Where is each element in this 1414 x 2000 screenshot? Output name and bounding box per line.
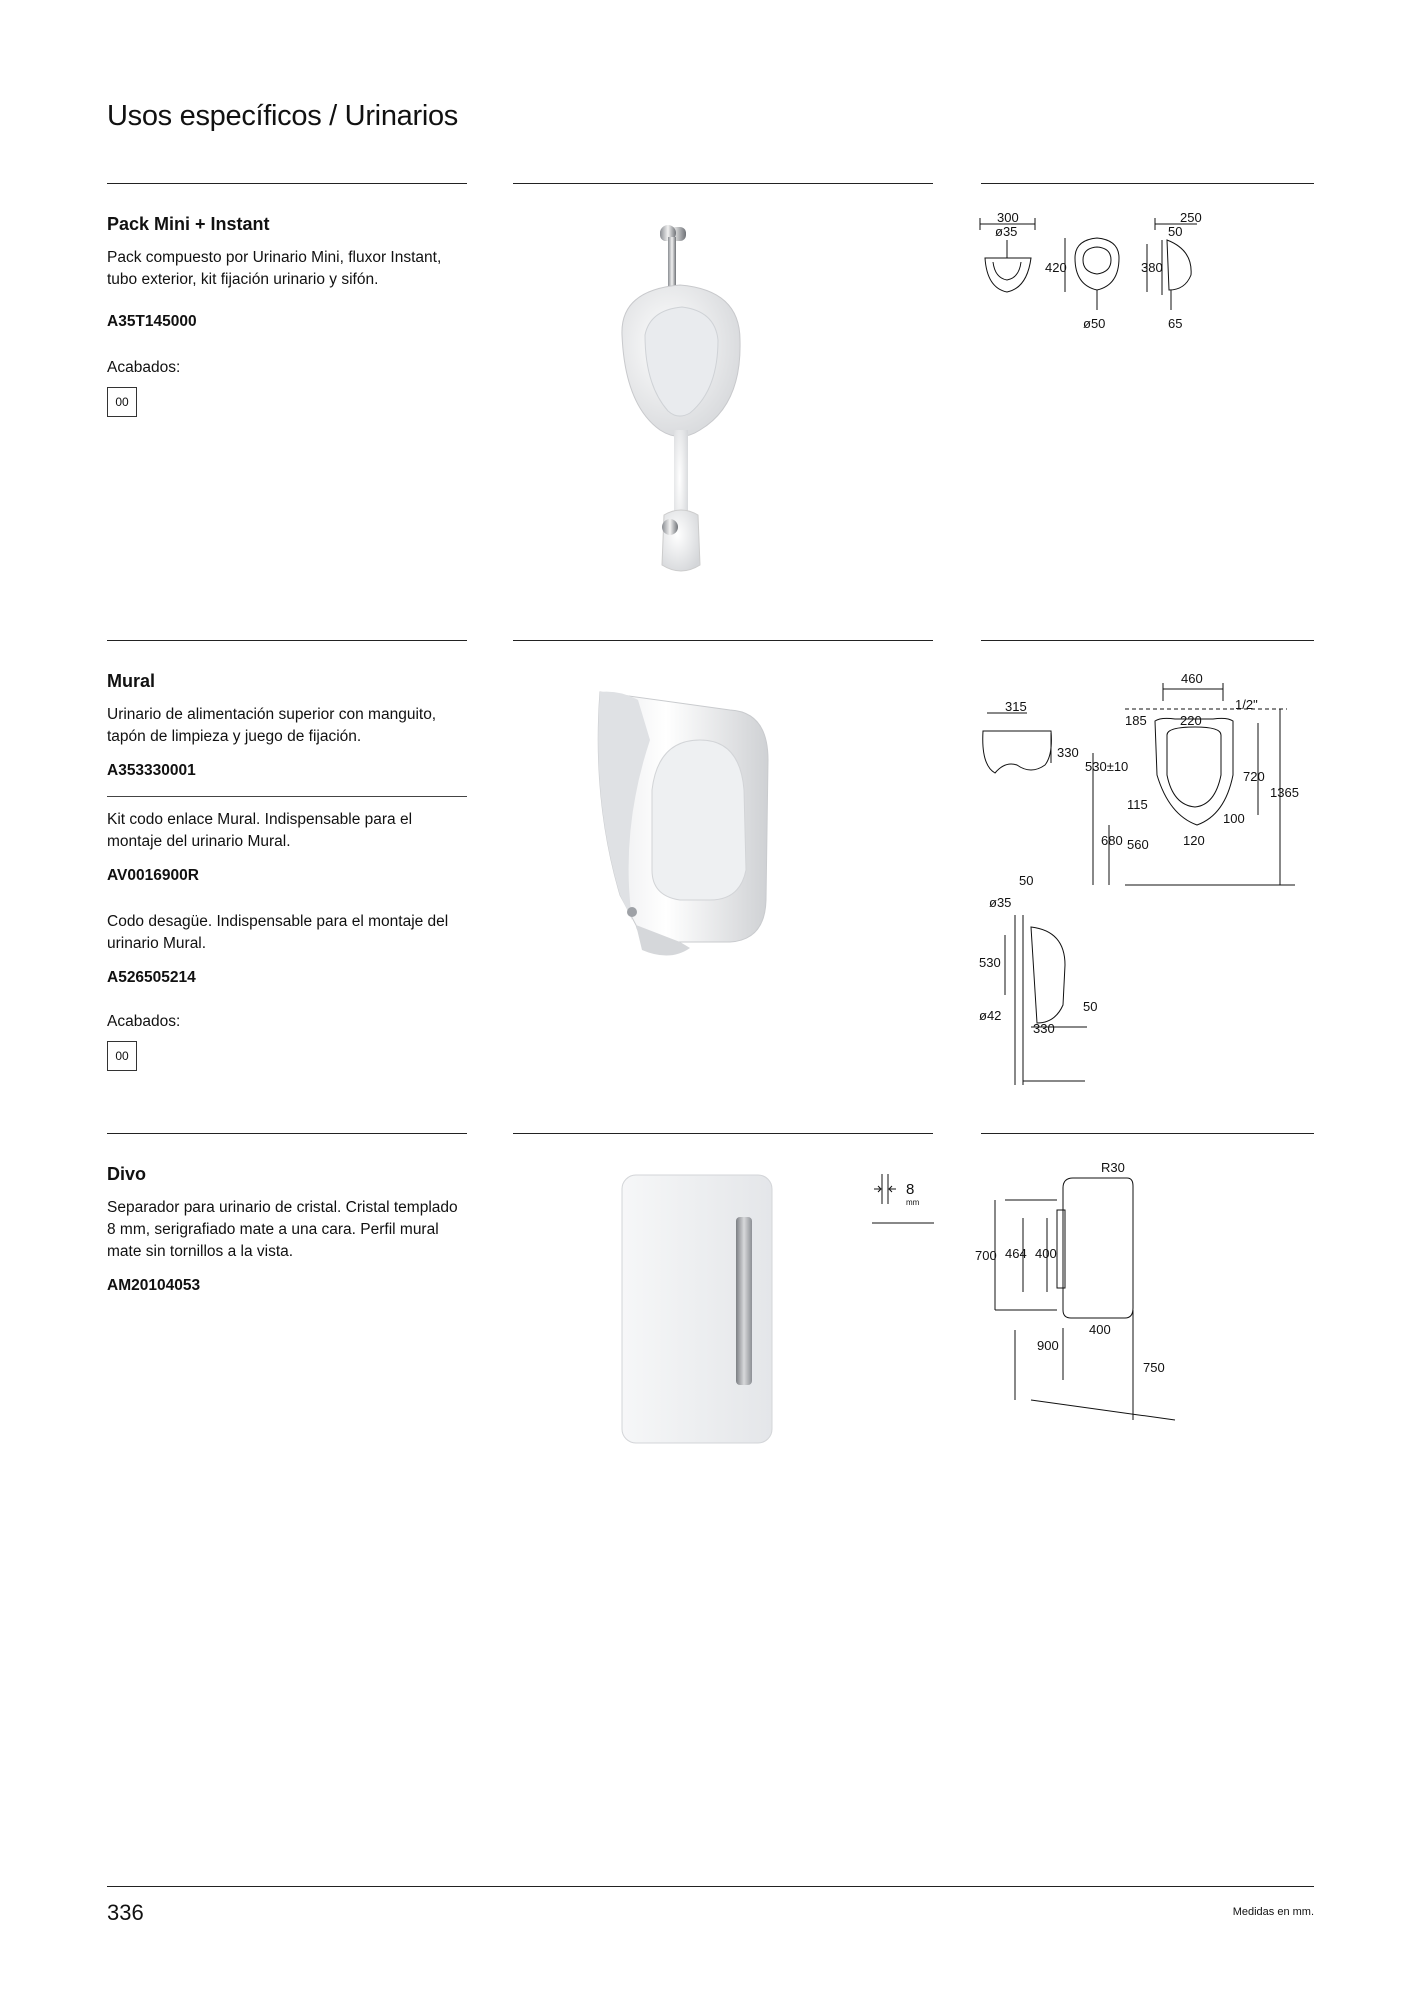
divider	[107, 640, 467, 641]
product-pack-mini	[107, 214, 467, 417]
product-title: Mural	[107, 671, 156, 691]
pack-mini-drawing	[975, 210, 1235, 360]
product-title: Divo	[107, 1164, 147, 1184]
dim-label: 560	[1127, 837, 1149, 852]
product-code: AM20104053	[107, 1277, 201, 1294]
divider	[981, 1133, 1314, 1134]
dim-label: 65	[1168, 316, 1183, 331]
thickness-unit: mm	[906, 1198, 920, 1207]
dim-label: 720	[1243, 769, 1265, 784]
urinal-mural-photo	[580, 680, 800, 980]
dim-label: 530	[979, 955, 1001, 970]
dim-label: 100	[1223, 811, 1245, 826]
mural-drawing	[975, 665, 1305, 1085]
dim-label: 900	[1037, 1338, 1059, 1353]
divider	[513, 640, 933, 641]
dim-label: 300	[997, 210, 1019, 225]
accessory-code: AV0016900R	[107, 867, 199, 884]
product-divo	[107, 1164, 467, 1295]
dim-label: ø35	[995, 224, 1018, 239]
dim-label: ø42	[979, 1008, 1002, 1023]
dim-label: ø50	[1083, 316, 1106, 331]
dim-label: 120	[1183, 833, 1205, 848]
divider	[981, 183, 1314, 184]
dim-label: 380	[1141, 260, 1163, 275]
product-code: A353330001	[107, 762, 196, 779]
dim-label: 330	[1057, 745, 1079, 760]
divider	[513, 183, 933, 184]
dim-label: R30	[1101, 1160, 1125, 1175]
dim-label: ø35	[989, 895, 1012, 910]
dim-label: 50	[1083, 999, 1098, 1014]
finishes-label: Acabados:	[107, 1013, 181, 1030]
page-title: Usos específicos / Urinarios	[107, 100, 458, 132]
product-mural	[107, 671, 467, 1071]
dim-label: 315	[1005, 699, 1027, 714]
product-description: Urinario de alimentación superior con manguito, tapón de limpieza y juego de fijación.	[107, 706, 437, 745]
dim-label: 750	[1143, 1360, 1165, 1375]
dim-label: 464	[1005, 1246, 1027, 1261]
dim-label: 50	[1019, 873, 1034, 888]
product-code: A35T145000	[107, 313, 197, 330]
thickness-icon	[872, 1170, 934, 1230]
dim-label: 420	[1045, 260, 1067, 275]
units-note: Medidas en mm.	[1232, 1906, 1314, 1918]
urinal-mini-photo	[550, 215, 850, 605]
product-title: Pack Mini + Instant	[107, 214, 270, 234]
divider	[513, 1133, 933, 1134]
divider	[107, 796, 467, 797]
divider	[981, 640, 1314, 641]
finish-badge[interactable]: 00	[107, 1041, 137, 1071]
dim-label: 680	[1101, 833, 1123, 848]
finish-badge[interactable]: 00	[107, 387, 137, 417]
dim-label: 400	[1089, 1322, 1111, 1337]
dim-label: 50	[1168, 224, 1183, 239]
accessory-description: Kit codo enlace Mural. Indispensable para el montaje del urinario Mural.	[107, 811, 413, 850]
footer-divider	[107, 1886, 1314, 1887]
accessory-description: Codo desagüe. Indispensable para el montaje del urinario Mural.	[107, 913, 449, 952]
finishes-label: Acabados:	[107, 359, 181, 376]
dim-label: 1365	[1270, 785, 1299, 800]
thickness-value: 8	[906, 1181, 915, 1198]
page-number: 336	[107, 1900, 144, 1925]
dim-label: 400	[1035, 1246, 1057, 1261]
divider	[107, 1133, 467, 1134]
dim-label: 530±10	[1085, 759, 1129, 774]
product-description: Pack compuesto por Urinario Mini, fluxor Instant, tubo exterior, kit fijación urinario y sifón.	[107, 249, 442, 288]
accessory-code: A526505214	[107, 969, 196, 986]
dim-label: 185	[1125, 713, 1147, 728]
dim-label: 330	[1033, 1021, 1055, 1036]
product-description: Separador para urinario de cristal. Cristal templado 8 mm, serigrafiado mate a una cara. Perfil mural mate sin tornillos a la vista.	[107, 1199, 458, 1260]
divider	[107, 183, 467, 184]
dim-label: 460	[1181, 671, 1203, 686]
dim-label: 220	[1180, 713, 1202, 728]
dim-label: 250	[1180, 210, 1202, 225]
divo-photo	[600, 1165, 790, 1455]
divo-drawing	[975, 1160, 1215, 1430]
dim-label: 700	[975, 1248, 997, 1263]
dim-label: 115	[1127, 797, 1148, 812]
dim-label: 1/2"	[1235, 697, 1258, 712]
